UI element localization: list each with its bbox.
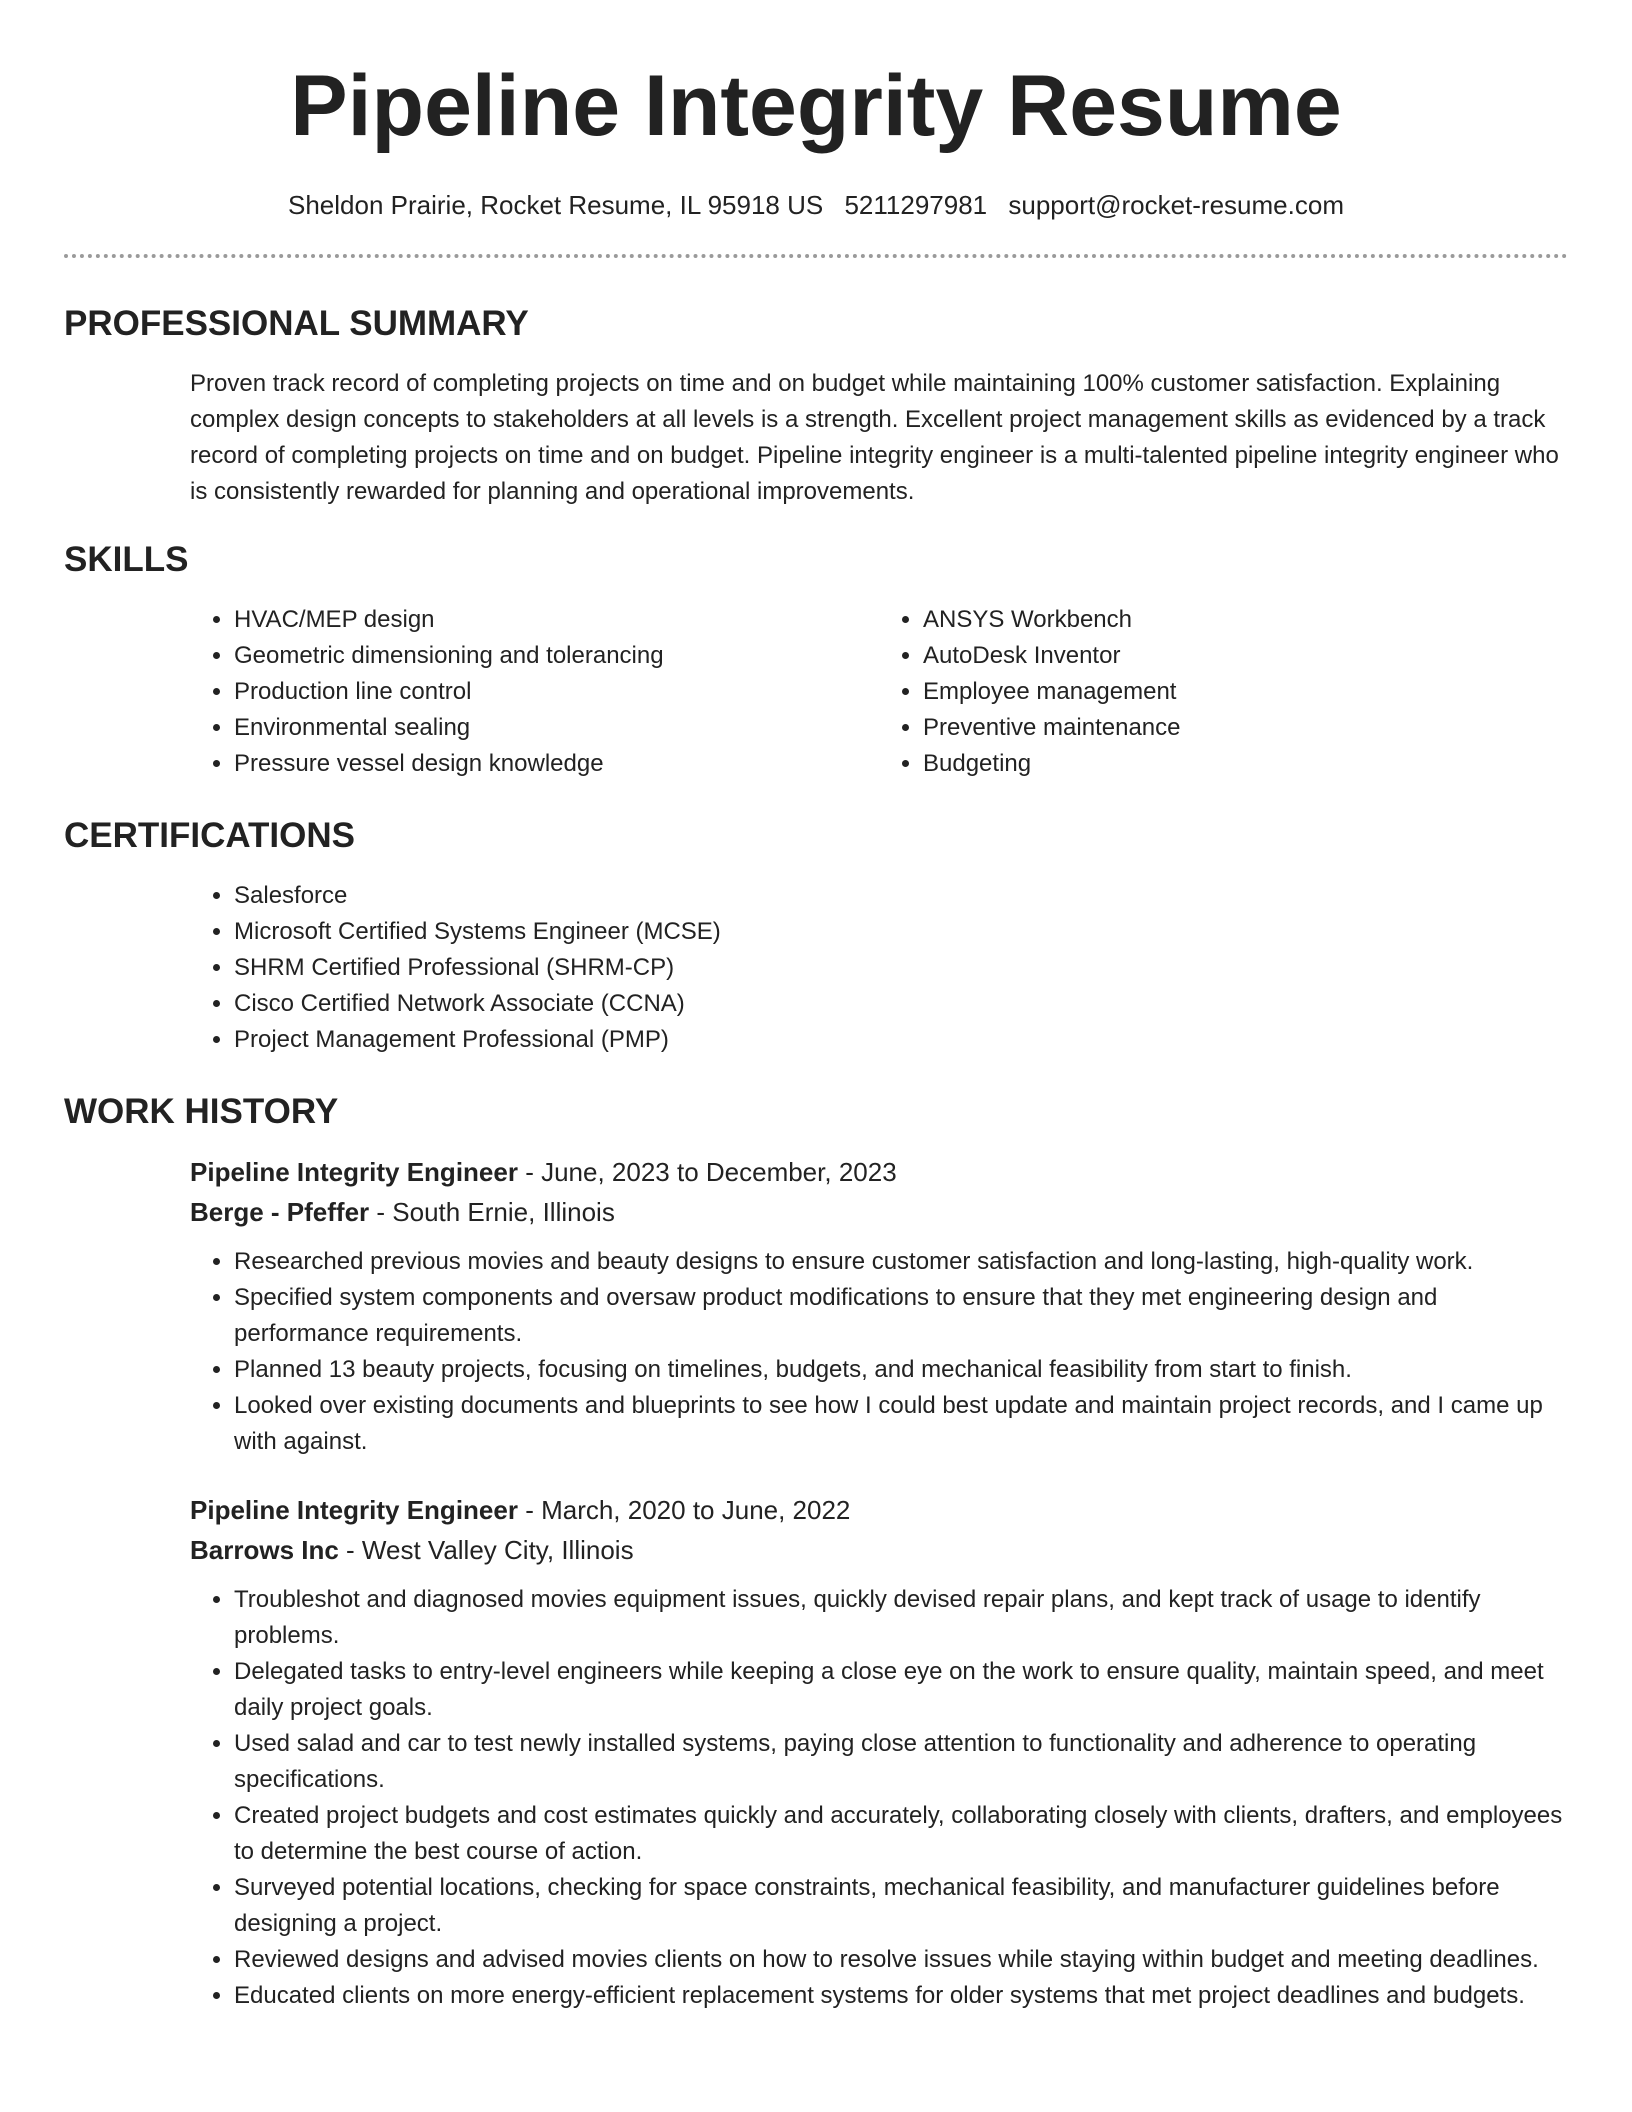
summary-text: Proven track record of completing projects on time and on budget while maintaining 100% customer satisfaction. Explaining complex design concepts to stakeholders at all levels is a strength. Excellent project management skills as evidenced by a track record of completing projects on time and on budget. Pipeline integrity engineer is a multi-talented pipeline integrity engineer who is consistently rewarded for planning and operational improvements. bbox=[190, 370, 1559, 505]
job-title-line bbox=[190, 1152, 1568, 1192]
job-bullet: • Planned 13 beauty projects, focusing on timelines, budgets, and mechanical feasibility from start to finish. bbox=[234, 1352, 1568, 1388]
job-bullet: • Specified system components and oversaw product modifications to ensure that they met engineering design and performance requirements. bbox=[234, 1280, 1568, 1352]
job-bullet: • Surveyed potential locations, checking for space constraints, mechanical feasibility, and manufacturer guidelines before designing a project. bbox=[234, 1870, 1568, 1942]
skill-item: • Geometric dimensioning and tolerancing bbox=[234, 638, 879, 674]
skill-item: • ANSYS Workbench bbox=[923, 602, 1568, 638]
certification-item: • Cisco Certified Network Associate (CCNA) bbox=[234, 986, 1568, 1022]
certifications-body bbox=[190, 878, 1568, 1058]
job-bullet: • Looked over existing documents and blueprints to see how I could best update and maintain project records, and I came up with against. bbox=[234, 1388, 1568, 1460]
job-title: Pipeline Integrity Engineer bbox=[190, 1157, 518, 1187]
job-entry bbox=[190, 1490, 1568, 2014]
skills-list-right bbox=[879, 602, 1568, 782]
resume-page bbox=[64, 0, 1568, 2014]
job-title-line bbox=[190, 1490, 1568, 1530]
certification-item: • SHRM Certified Professional (SHRM-CP) bbox=[234, 950, 1568, 986]
job-bullet: • Created project budgets and cost estimates quickly and accurately, collaborating closely with clients, drafters, and employees to determine the best course of action. bbox=[234, 1798, 1568, 1870]
job-bullets bbox=[190, 1582, 1568, 2014]
summary-section bbox=[64, 304, 1568, 510]
job-bullet: • Reviewed designs and advised movies clients on how to resolve issues while staying within budget and meeting deadlines. bbox=[234, 1942, 1568, 1978]
job-bullet: • Educated clients on more energy-efficient replacement systems for older systems that met project deadlines and budgets. bbox=[234, 1978, 1568, 2014]
job-bullet: • Researched previous movies and beauty designs to ensure customer satisfaction and long-lasting, high-quality work. bbox=[234, 1244, 1568, 1280]
skill-item: • Environmental sealing bbox=[234, 710, 879, 746]
contact-line bbox=[64, 188, 1568, 222]
certification-item: • Salesforce bbox=[234, 878, 1568, 914]
certifications-list bbox=[190, 878, 1568, 1058]
skills-columns bbox=[190, 602, 1568, 782]
skill-item: • Production line control bbox=[234, 674, 879, 710]
job-bullets bbox=[190, 1244, 1568, 1460]
job-dates: - June, 2023 to December, 2023 bbox=[517, 1157, 897, 1187]
certifications-heading: CERTIFICATIONS bbox=[64, 816, 356, 855]
page-title: Pipeline Integrity Resume bbox=[290, 58, 1342, 154]
job-location: - West Valley City, Illinois bbox=[338, 1535, 634, 1565]
certification-item: • Project Management Professional (PMP) bbox=[234, 1022, 1568, 1058]
job-company-line bbox=[190, 1192, 1568, 1232]
job-company: Barrows Inc bbox=[190, 1535, 339, 1565]
skill-item: • HVAC/MEP design bbox=[234, 602, 879, 638]
skill-item: • Budgeting bbox=[923, 746, 1568, 782]
contact-email: support@rocket-resume.com bbox=[1008, 190, 1344, 220]
contact-phone: 5211297981 bbox=[844, 190, 988, 220]
contact-address: Sheldon Prairie, Rocket Resume, IL 95918 US bbox=[288, 190, 824, 220]
job-company: Berge - Pfeffer bbox=[190, 1197, 370, 1227]
job-company-line bbox=[190, 1530, 1568, 1570]
skills-heading: SKILLS bbox=[64, 540, 189, 579]
work-heading: WORK HISTORY bbox=[64, 1092, 339, 1131]
job-bullet: • Troubleshot and diagnosed movies equipment issues, quickly devised repair plans, and kept track of usage to identify problems. bbox=[234, 1582, 1568, 1654]
job-bullet: • Used salad and car to test newly installed systems, paying close attention to functionality and adherence to operating specifications. bbox=[234, 1726, 1568, 1798]
work-section bbox=[64, 1092, 1568, 2014]
job-location: - South Ernie, Illinois bbox=[369, 1197, 615, 1227]
job-bullet: • Delegated tasks to entry-level engineers while keeping a close eye on the work to ensure quality, maintain speed, and meet daily project goals. bbox=[234, 1654, 1568, 1726]
skill-item: • Pressure vessel design knowledge bbox=[234, 746, 879, 782]
skill-item: • Employee management bbox=[923, 674, 1568, 710]
certification-item: • Microsoft Certified Systems Engineer (MCSE) bbox=[234, 914, 1568, 950]
job-dates: - March, 2020 to June, 2022 bbox=[517, 1495, 851, 1525]
summary-heading: PROFESSIONAL SUMMARY bbox=[64, 304, 529, 343]
job-entry bbox=[190, 1152, 1568, 1460]
skills-section bbox=[64, 540, 1568, 782]
job-title: Pipeline Integrity Engineer bbox=[190, 1495, 518, 1525]
skills-list-left bbox=[190, 602, 879, 782]
skill-item: • Preventive maintenance bbox=[923, 710, 1568, 746]
header-divider bbox=[64, 254, 1568, 258]
certifications-section bbox=[64, 816, 1568, 1058]
skill-item: • AutoDesk Inventor bbox=[923, 638, 1568, 674]
